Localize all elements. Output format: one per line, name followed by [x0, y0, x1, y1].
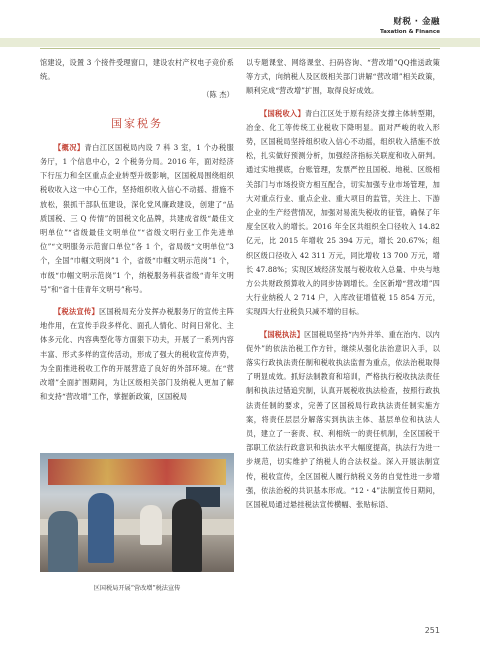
law-paragraph: [246, 328, 440, 513]
promo-paragraph: [40, 305, 234, 404]
revenue-paragraph: [246, 107, 440, 320]
law-tag: 【国税执法】: [260, 329, 305, 339]
revenue-tag: 【国税收入】: [260, 108, 306, 118]
photo-caption: 区国税局开展“营改增”税法宣传: [93, 585, 181, 592]
running-header: [380, 15, 440, 35]
right-column: [246, 56, 440, 512]
tax-hall-photo: [40, 453, 234, 572]
header-section-cn: 财税 · 金融: [393, 17, 440, 27]
promo-text: 区国税局充分发挥办税服务厅的宣传主阵地作用，在宣传手段多样化、面孔人情化、时间日常化、主体多元化、内容典型化等方面狠下功夫，开展了一系列内容丰富、形式多样的宣传活动，形成了强大的税收宣传声势，为全面推进税收工作的开展营造了良好的外部环境。在“营改增”全面扩围期间，为让区级相关部门及纳税人更加了解和支持“营改增”工作，掌握新政策，区国税局: [40, 307, 234, 402]
author-signature: （陈 杰）: [202, 90, 234, 100]
photo-banner: [48, 459, 226, 485]
revenue-text: 青白江区处于原有经济支撑主体转型期，冶金、化工等传统工业税收下降明显。面对严峻的收入形势，区国税局坚持组织收入信心不动摇，组织收入措施不放松，扎实做好预测分析，加强经济指标关联度和收入研判。通过实地摸底，台账管理，发票严控且国税、地税、区级相关部门与市场投资方相互配合，切实加强专业市场管理，加大对重点行业、重点企业、重大项目的监管，关注上、下游企业的生产经营情况，加强对易流失税收的征管，确保了年度全区收入的增长。2016 年全区共组织全口径收入 14.82 亿元，比 2015 年增收 25 394 万元，增长 20.67%；组织区级口径收入 42 311 万元，同比增收 13 700 万元，增长 47.88%；实现区域经济发展与税收收入总量、中央与地方公共财政预算收入的同步协调增长。全区新增“营改增”四大行业纳税人 2 714 户，入库改征增值税 15 854 万元，实现四大行业税负只减不增的目标。: [246, 108, 440, 317]
photo-person: [48, 511, 78, 572]
left-column: [40, 56, 234, 404]
paragraph-gap: [246, 320, 440, 328]
header-rule: [40, 48, 440, 49]
section-title: 国家税务: [111, 116, 163, 130]
promo-tag: 【税法宣传】: [54, 307, 100, 317]
photo-person: [140, 505, 162, 545]
photo-person: [88, 493, 114, 563]
overview-tag: 【概况】: [54, 142, 85, 152]
page-number: 251: [424, 626, 440, 635]
overview-paragraph: [40, 141, 234, 297]
header-band: [0, 38, 480, 47]
law-text: 区国税局坚持“内外并举、重在治内、以内促外”的依法治税工作方针，继续从强化法治意识入手，以落实行政执法责任制和税收执法监督为重点，依法治税取得了明显成效。抓好法制教育和培训，严格执行税收执法责任制和执法过错追究制，认真开展税收执法检查，按照行政执法责任制的要求，完善了区国税局行政执法责任制实施方案，将责任层层分解落实到执法主体、基层单位和执法人员，建立了一套责、权、利相统一的责任机制，全区国税干部职工依法行政意识和执法水平大幅度提高，执法行为进一步规范，切实维护了纳税人的合法权益。深入开展法制宣传，税收宣传，全区国税人履行纳税义务的自觉性进一步增强，依法治税的共识基本形成。“12・4”法制宣传日期间，区国税局通过悬挂税法宣传横幅、张贴标语、: [246, 329, 440, 510]
paragraph-gap: [40, 297, 234, 305]
overview-text: 青白江区国税局内设 7 科 3 室，1 个办税服务厅，1 个信息中心，2 个税务分局。2016 年，面对经济下行压力和全区重点企业转型升级影响，区国税局围绕组织税收收入这一中心工作，坚持组织收入信心不动摇、措施不放松，狠抓干部队伍建设，深化党风廉政建设，创建了“品质国税、三 Q 传情”的国税文化品牌，共建成省级“最佳文明单位”“省级最佳文明单位”“省级文明行业工作先进单位”“文明服务示范窗口单位”各 1 个，省局级“文明单位”3 个，全国“巾帼文明岗”1 个，省级“巾帼文明示范岗”1 个，市级“巾帼文明示范岗”1 个，纳税服务科获省级“青年文明号”和“省十佳青年文明号”称号。: [40, 142, 234, 294]
paragraph-gap: [246, 99, 440, 107]
intro-paragraph: 馆建设，设置 3 个接件受理窗口，建设农村产权电子竞价系统。: [40, 58, 234, 82]
header-section-en: Taxation & Finance: [379, 29, 440, 35]
continued-paragraph: 以专题课堂、网络课堂、扫码咨询、“营改增”QQ推送政策等方式，向纳税人及区级相关部门讲解“营改增”相关政策，顺利完成“营改增”扩围，取得良好成效。: [246, 58, 440, 96]
photo-person: [172, 499, 202, 572]
